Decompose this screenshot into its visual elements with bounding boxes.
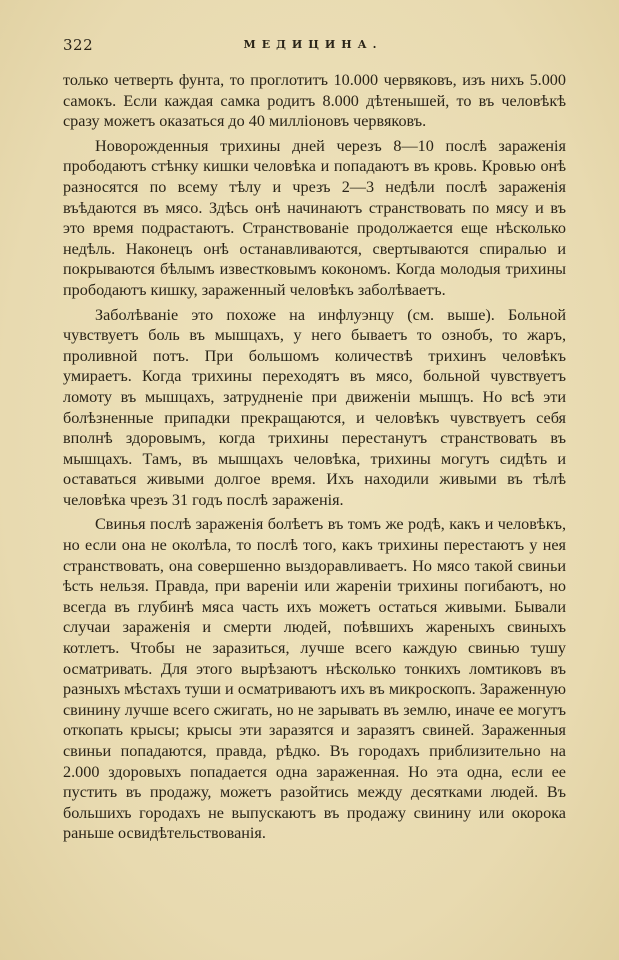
page-body — [63, 70, 566, 848]
paragraph-pig-infection: Свинья послѣ зараженія болѣетъ въ томъ же родѣ, какъ и человѣкъ, но если она не околѣла, то послѣ того, какъ трихины перестаютъ у нея странствовать, она совершенно выздоравливаетъ. Но мясо такой свиньи ѣсть нельзя. Правда, при вареніи или жареніи трихины погибаютъ, но всегда въ глубинѣ мяса часть ихъ можетъ остаться живыми. Бывали случаи зараженія и смерти людей, поѣвшихъ жареныхъ свиныхъ котлетъ. Чтобы не заразиться, лучше всего каждую свинью тушу осматривать. Для этого вырѣзаютъ нѣсколько тонкихъ ломтиковъ въ разныхъ мѣстахъ туши и осматриваютъ ихъ въ микроскопъ. Зараженную свинину лучше всего сжигать, но не зарывать въ землю, иначе ее могутъ откопать крысы; крысы эти заразятся и заразятъ свиней. Зараженныя свиньи попадаются, правда, рѣдко. Въ городахъ приблизительно на 2.000 здоровыхъ попадается одна зараженная. Но эта одна, если ее пустить въ продажу, можетъ разойтись между десятками людей. Въ большихъ городахъ не выпускаютъ въ продажу свинину или окорока раньше освидѣтельствованія. — [63, 515, 566, 843]
paragraph-continued: только четверть фунта, то проглотитъ 10.000 червяковъ, изъ нихъ 5.000 самокъ. Если каждая самка родитъ 8.000 дѣтенышей, то въ человѣкѣ сразу можетъ оказаться до 40 милліоновъ червяковъ. — [63, 71, 566, 131]
running-title: МЕДИЦИНА. — [243, 38, 383, 51]
page-number: 322 — [63, 36, 94, 54]
paragraph-trichina-migration: Новорожденныя трихины дней черезъ 8—10 послѣ зараженія прободаютъ стѣнку кишки человѣка и попадаютъ въ кровь. Кровью онѣ разносятся по всему тѣлу и чрезъ 2—3 недѣли послѣ зараженія въѣдаются въ мясо. Здѣсь онѣ начинаютъ странствовать по мясу и въ это время подрастаютъ. Странствованіе продолжается еще нѣсколько недѣль. Наконецъ онѣ останавливаются, свертываются спиралью и покрываются бѣлымъ известковымъ кокономъ. Когда молодыя трихины прободаютъ кишку, зараженный человѣкъ заболѣваетъ. — [63, 136, 566, 299]
page-header — [63, 36, 563, 56]
paragraph-disease-symptoms: Заболѣваніе это похоже на инфлуэнцу (см. выше). Больной чувствуетъ боль въ мышцахъ, у него бываетъ то ознобъ, то жаръ, проливной потъ. При большомъ количествѣ трихинъ человѣкъ умираетъ. Когда трихины переходятъ въ мясо, больной чувствуетъ ломоту въ мышцахъ, затрудненіе при движеніи мышцъ. Но всѣ эти болѣзненные припадки прекращаются, и человѣкъ чувствуетъ себя вполнѣ здоровымъ, когда трихины перестанутъ странствовать въ мышцахъ. Тамъ, въ мышцахъ человѣка, трихины могутъ сидѣть и оставаться живыми долгое время. Ихъ находили живыми въ тѣлѣ человѣка чрезъ 31 годъ послѣ зараженія. — [63, 305, 566, 509]
